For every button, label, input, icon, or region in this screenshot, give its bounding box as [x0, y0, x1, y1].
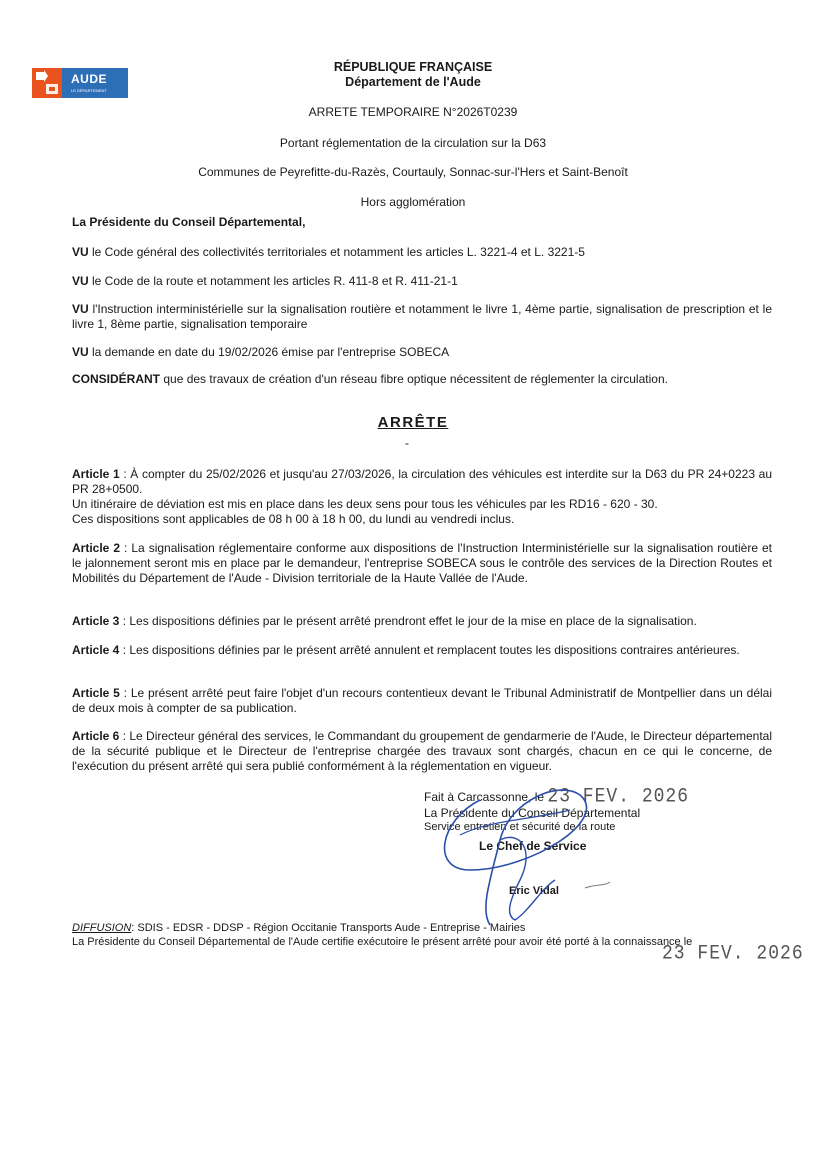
article-text: : La signalisation réglementaire conforme aux dispositions de l'Instruction Interministérielle sur la signalisation routière et le jalonnement seront mis en place par le demandeur, l'entreprise SOBECA sous le contrôle des services de la Direction Routes et Mobilités du Département de l'Aude - Division territoriale de la Haute Vallée de l'Aude.: [72, 541, 772, 585]
vu-paragraph-2: [72, 274, 772, 289]
article-label: Article 2: [72, 541, 121, 555]
arrete-title: ARRÊTE: [377, 414, 449, 431]
vu-paragraph-3: [72, 302, 772, 332]
vu-text: l'Instruction interministérielle sur la signalisation routière et notamment le livre 1, 4ème partie, signalisation de prescription et le livre 1, 8ème partie, signalisation temporaire: [72, 302, 772, 331]
article-text: Ces dispositions sont applicables de 08 h 00 à 18 h 00, du lundi au vendredi inclus.: [72, 512, 515, 526]
considerant-label: CONSIDÉRANT: [72, 372, 161, 386]
presidente-line: La Présidente du Conseil Départemental,: [72, 215, 306, 229]
article-4: [72, 643, 772, 658]
article-6: [72, 729, 772, 774]
vu-paragraph-1: [72, 245, 772, 260]
portant-line: Portant réglementation de la circulation sur la D63: [279, 136, 547, 150]
article-label: Article 3: [72, 614, 120, 628]
signatory-chef: Le Chef de Service: [479, 839, 587, 853]
vu-paragraph-4: [72, 345, 772, 360]
fait-text: Fait à Carcassonne, le: [424, 790, 545, 804]
article-label: Article 1: [72, 467, 120, 481]
signatory-service: Service entretien et sécurité de la route: [424, 821, 616, 833]
article-label: Article 4: [72, 643, 120, 657]
vu-label: VU: [72, 345, 89, 359]
fait-line: [424, 785, 690, 809]
article-text: : À compter du 25/02/2026 et jusqu'au 27/03/2026, la circulation des véhicules est interdite sur la D63 du PR 24+0223 au PR 28+0500.: [72, 467, 772, 496]
diffusion-block: [72, 921, 692, 949]
arrete-number: ARRETE TEMPORAIRE N°2026T0239: [308, 105, 518, 119]
signatory-name: Eric Vidal: [509, 885, 559, 897]
article-1: [72, 467, 772, 527]
communes-line: Communes de Peyrefitte-du-Razès, Courtauly, Sonnac-sur-l'Hers et Saint-Benoît: [198, 165, 628, 179]
vu-text: la demande en date du 19/02/2026 émise par l'entreprise SOBECA: [88, 345, 450, 359]
diffusion-text: : SDIS - EDSR - DDSP - Région Occitanie Transports Aude - Entreprise - Mairies: [131, 922, 526, 934]
article-text: Un itinéraire de déviation est mis en place dans les deux sens pour tous les véhicules par les RD16 - 620 - 30.: [72, 497, 658, 511]
logo-subtext: LE DÉPARTEMENT: [71, 88, 107, 93]
hors-agglomeration: Hors agglomération: [360, 195, 466, 209]
vu-label: VU: [72, 274, 89, 288]
signatory-lines: [424, 806, 640, 834]
article-label: Article 6: [72, 729, 120, 743]
certification-date-stamp: [662, 944, 804, 964]
article-label: Article 5: [72, 686, 120, 700]
article-3: [72, 614, 772, 629]
certification-line: La Présidente du Conseil Départemental de l'Aude certifie exécutoire le présent arrêté pour avoir été porté à la connaissance le: [72, 936, 693, 948]
article-2: [72, 541, 772, 586]
vu-label: VU: [72, 245, 89, 259]
diffusion-label: DIFFUSION: [72, 922, 132, 934]
date-stamp: 23 FEV. 2026: [662, 942, 804, 966]
article-text: : Les dispositions définies par le présent arrêté annulent et remplacent toutes les dispositions contraires antérieures.: [119, 643, 740, 657]
diffusion-line: [72, 921, 692, 935]
article-5: [72, 686, 772, 716]
republique-heading: RÉPUBLIQUE FRANÇAISE: [333, 60, 493, 74]
considerant-text: que des travaux de création d'un réseau fibre optique nécessitent de réglementer la circulation.: [160, 372, 668, 386]
article-text: : Le présent arrêté peut faire l'objet d'un recours contentieux devant le Tribunal Administratif de Montpellier dans un délai de deux mois à compter de sa publication.: [72, 686, 772, 715]
departement-heading: Département de l'Aude: [345, 75, 481, 89]
vu-text: le Code de la route et notamment les articles R. 411-8 et R. 411-21-1: [88, 274, 458, 288]
date-stamp: 23 FEV. 2026: [547, 785, 690, 809]
considerant-paragraph: [72, 372, 772, 387]
vu-text: le Code général des collectivités territoriales et notamment les articles L. 3221-4 et L. 3221-5: [88, 245, 585, 259]
vu-label: VU: [72, 302, 89, 316]
arrete-dash: -: [405, 436, 409, 450]
signatory-presidente: La Présidente du Conseil Départemental: [424, 806, 641, 820]
article-text: : Le Directeur général des services, le Commandant du groupement de gendarmerie de l'Aude, le Directeur départemental de la sécurité publique et le Directeur de l'entreprise chargée des travaux sont chargés, chacun en ce qui le concerne, de l'exécution du présent arrêté qui sera publié conformément à la réglementation en vigueur.: [72, 729, 773, 773]
article-text: : Les dispositions définies par le présent arrêté prendront effet le jour de la mise en place de la signalisation.: [119, 614, 697, 628]
logo-text: AUDE: [71, 72, 108, 86]
